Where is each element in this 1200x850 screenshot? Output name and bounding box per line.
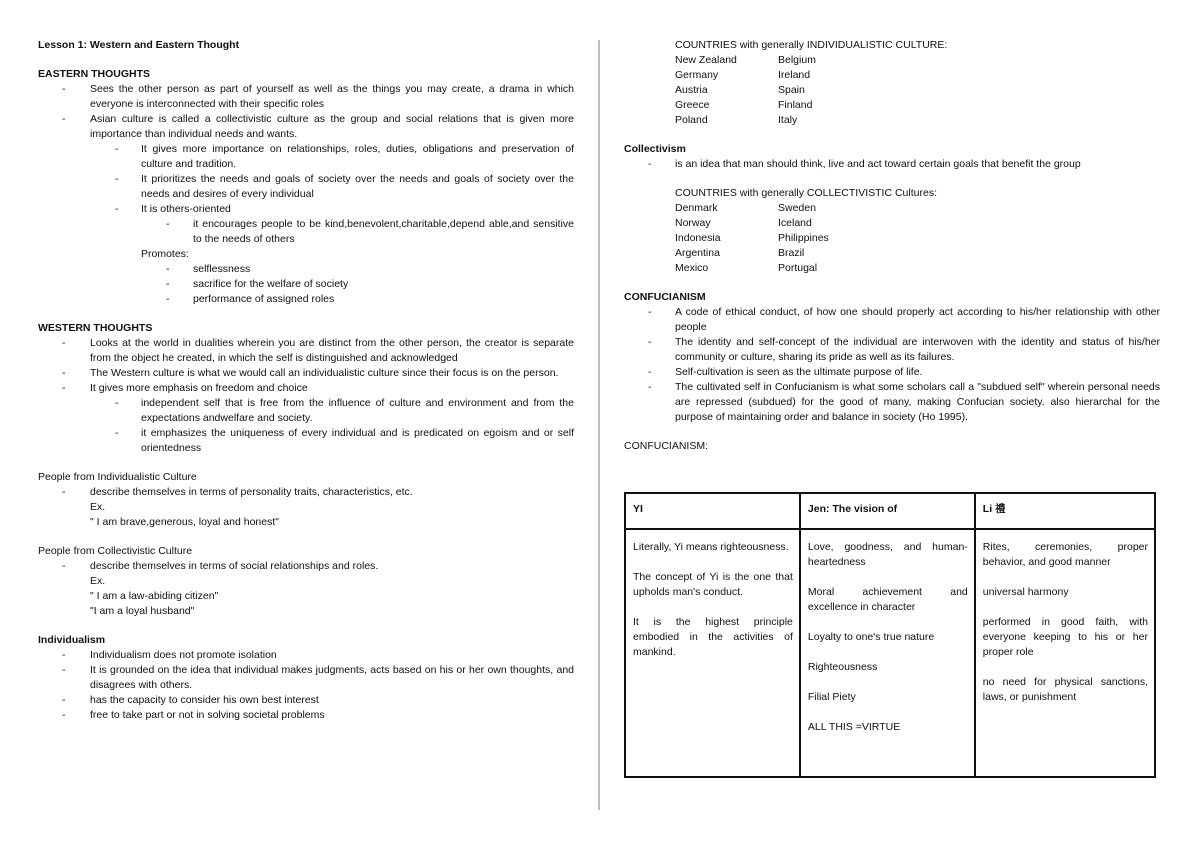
western-bullet: - Looks at the world in dualities wherein you are distinct from the other person, the creator is separate from the object he created, in which the self is distinguished and acknowledged	[62, 337, 574, 364]
country-row: New Zealand Belgium	[675, 54, 816, 66]
li-text: Rites, ceremonies, proper behavior, and good manner	[982, 541, 1148, 568]
confucianism-bullet: - The cultivated self in Confucianism is what some scholars call a "subdued self" wherein personal needs are repressed (subdued) for the good of many, making Confucian society. also hierarchal for the purpose of maintaining order and balance in society (Ho 1995).	[648, 381, 1160, 423]
li-text: performed in good faith, with everyone keeping to his or her proper role	[982, 616, 1148, 658]
promotes-item: - performance of assigned roles	[166, 293, 335, 305]
country-row: Poland Italy	[675, 114, 798, 126]
promotes-label: Promotes:	[141, 248, 189, 260]
jen-text: Loyalty to one's true nature	[807, 631, 935, 643]
confucianism-bullet: - Self-cultivation is seen as the ultimate purpose of life.	[648, 366, 923, 378]
individualism-bullet: - has the capacity to consider his own best interest	[62, 694, 319, 706]
confucianism-heading: CONFUCIANISM	[624, 291, 706, 303]
jen-text: Filial Piety	[807, 691, 856, 703]
collectivistic-countries-heading: COUNTRIES with generally COLLECTIVISTIC Cultures:	[675, 187, 937, 199]
individualistic-country-list	[624, 53, 1160, 128]
individualism-bullet: - free to take part or not in solving societal problems	[62, 709, 325, 721]
collectivistic-people-heading: People from Collectivistic Culture	[38, 545, 193, 557]
jen-text: Righteousness	[807, 661, 878, 673]
country-row: Austria Spain	[675, 84, 805, 96]
table-body-row	[625, 529, 1155, 777]
country-row: Mexico Portugal	[675, 262, 818, 274]
jen-header: Jen: The vision of	[800, 493, 975, 529]
promotes-item: - sacrifice for the welfare of society	[166, 278, 349, 290]
eastern-bullet: - Asian culture is called a collectivistic culture as the group and social relations that is given more importance than individual needs and wants.	[62, 113, 574, 140]
eastern-sub-bullet: - It gives more importance on relationships, roles, duties, obligations and preservation of culture and tradition.	[115, 143, 574, 170]
example-label: Ex.	[90, 575, 106, 587]
collectivism-bullet: - is an idea that man should think, live and act toward certain goals that benefit the group	[648, 158, 1081, 170]
individualistic-countries-heading: COUNTRIES with generally INDIVIDUALISTIC CULTURE:	[675, 39, 948, 51]
jen-text: ALL THIS =VIRTUE	[807, 721, 901, 733]
country-row: Germany Ireland	[675, 69, 811, 81]
jen-text: Love, goodness, and human-heartedness	[807, 541, 968, 568]
li-text: universal harmony	[982, 586, 1069, 598]
jen-cell	[800, 529, 975, 777]
promotes-item: - selflessness	[166, 263, 251, 275]
western-sub-bullet: - independent self that is free from the influence of culture and environment and from the expectations andwelfare and society.	[115, 397, 574, 424]
country-row: Denmark Sweden	[675, 202, 816, 214]
western-heading: WESTERN THOUGHTS	[38, 322, 153, 334]
confucianism-table-label: CONFUCIANISM:	[624, 440, 708, 452]
western-sub-bullet: - it emphasizes the uniqueness of every individual and is predicated on egoism and or self orientedness	[115, 427, 574, 454]
country-row: Greece Finland	[675, 99, 813, 111]
individualism-bullet: - Individualism does not promote isolation	[62, 649, 277, 661]
collectivistic-country-list	[624, 201, 1160, 276]
example-quote: " I am a law-abiding citizen"	[90, 590, 219, 602]
table-header-row	[625, 493, 1155, 529]
right-column	[624, 38, 1160, 454]
western-bullet: - The Western culture is what we would call an individualistic culture since their focus is on the person.	[62, 367, 559, 379]
eastern-bullet: - Sees the other person as part of yourself as well as the things you may create, a drama in which everyone is interconnected with their specific roles	[62, 83, 574, 110]
yi-text: The concept of Yi is the one that upholds man's conduct.	[633, 571, 793, 598]
confucianism-bullet: - The identity and self-concept of the individual are interwoven with the identity and status of his/her community or culture, sharing its pride as well as its failures.	[648, 336, 1160, 363]
yi-text: It is the highest principle embodied in the activities of mankind.	[633, 616, 793, 658]
lesson-title: Lesson 1: Western and Eastern Thought	[38, 39, 240, 51]
li-text: no need for physical sanctions, laws, or punishment	[982, 676, 1148, 703]
eastern-sub-bullet: - It is others-oriented	[115, 203, 231, 215]
country-row: Indonesia Philippines	[675, 232, 829, 244]
confucianism-bullet: - A code of ethical conduct, of how one should properly act according to his/her relationship with other people	[648, 306, 1160, 333]
individualism-bullet: - It is grounded on the idea that individual makes judgments, acts based on his or her own thoughts, and disagrees with others.	[62, 664, 574, 691]
country-row: Norway Iceland	[675, 217, 812, 229]
individualistic-people-heading: People from Individualistic Culture	[38, 471, 197, 483]
country-row: Argentina Brazil	[675, 247, 805, 259]
example-label: Ex.	[90, 501, 106, 513]
example-quote: " I am brave,generous, loyal and honest"	[90, 516, 279, 528]
yi-cell	[625, 529, 800, 777]
li-header: Li 禮	[975, 493, 1155, 529]
collectivistic-people-bullet: - describe themselves in terms of social relationships and roles.	[62, 560, 379, 572]
jen-text: Moral achievement and excellence in character	[807, 586, 968, 613]
yi-header: YI	[625, 493, 800, 529]
eastern-sub-bullet: - It prioritizes the needs and goals of society over the needs and goals of society over the needs and desires of every individual	[115, 173, 574, 200]
yi-text: Literally, Yi means righteousness.	[633, 541, 789, 553]
others-oriented-detail: - it encourages people to be kind,benevolent,charitable,depend able,and sensitive to the needs of others	[166, 218, 574, 245]
confucianism-table	[624, 492, 1156, 778]
western-bullet: - It gives more emphasis on freedom and choice	[62, 382, 308, 394]
individualistic-people-bullet: - describe themselves in terms of personality traits, characteristics, etc.	[62, 486, 413, 498]
li-cell	[975, 529, 1155, 777]
column-divider	[598, 40, 600, 810]
example-quote: "I am a loyal husband"	[90, 605, 195, 617]
left-column	[38, 38, 574, 723]
individualism-heading: Individualism	[38, 634, 106, 646]
eastern-heading: EASTERN THOUGHTS	[38, 68, 151, 80]
collectivism-heading: Collectivism	[624, 143, 686, 155]
